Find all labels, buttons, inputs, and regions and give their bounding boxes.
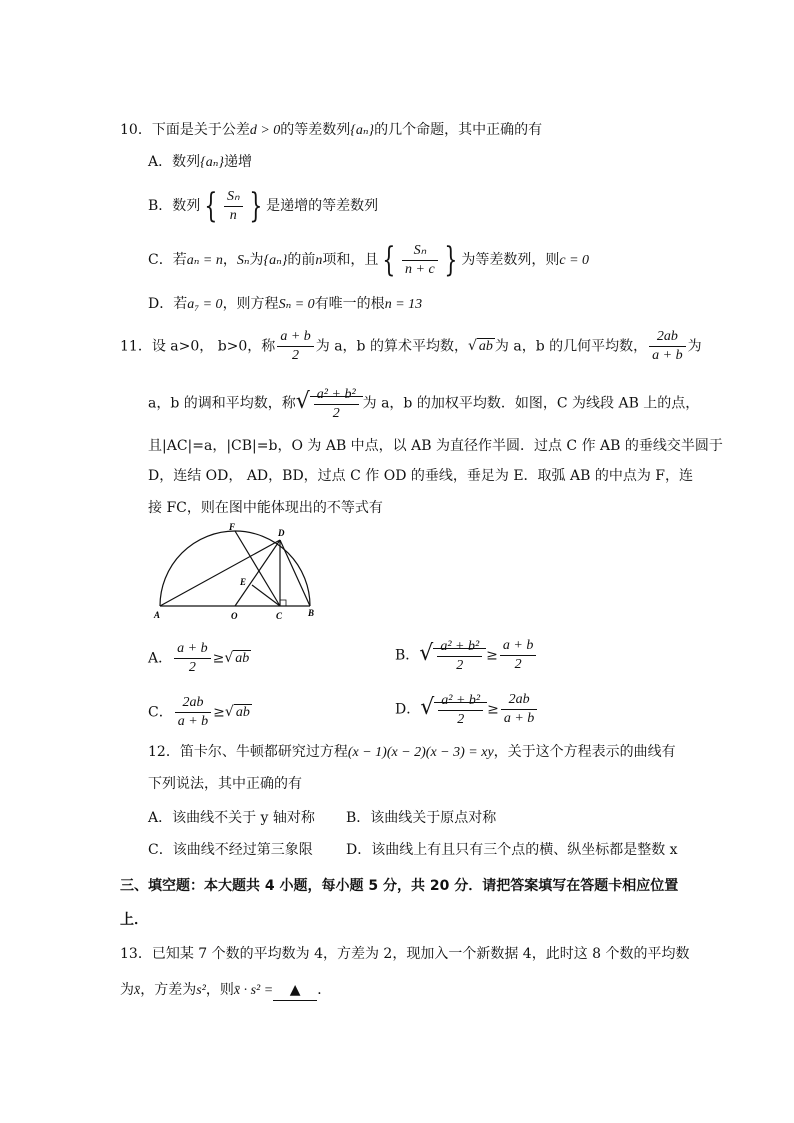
section-3-heading: 三、填空题：本大题共 4 小题，每小题 5 分，共 20 分．请把答案填写在答题卡相应位置: [120, 878, 679, 894]
point-label-f: F: [229, 522, 236, 532]
q10-option-d: D．若a₇ = 0，则方程Sₙ = 0有唯一的根n = 13: [148, 296, 423, 312]
q12-option-b: B．该曲线关于原点对称: [346, 810, 497, 826]
q10-stem: 10．下面是关于公差d > 0的等差数列{aₙ}的几个命题，其中正确的有: [120, 122, 543, 138]
point-label-o: O: [231, 611, 238, 621]
q11-line-4: D，连结 OD， AD，BD，过点 C 作 OD 的垂线，垂足为 E．取弧 AB 的中点为 F，连: [148, 468, 694, 484]
fraction: $\frac{\text{Sₙ}}{n + c}$: [402, 242, 438, 279]
point-label-e: E: [240, 577, 247, 587]
q12-line-2: 下列说法，其中正确的有: [148, 776, 302, 792]
q11-line-3: 且|AC|=a，|CB|=b，O 为 AB 中点，以 AB 为直径作半圆．过点 C 作 AB 的垂线交半圆于: [148, 438, 723, 454]
point-label-c: C: [276, 611, 283, 621]
q12-option-a: A．该曲线不关于 y 轴对称: [148, 810, 315, 826]
q11-line-5: 接 FC，则在图中能体现出的不等式有: [148, 500, 383, 516]
fraction: $\frac{\text{Sₙ}}{n}$: [224, 188, 243, 225]
q13-line-2: 为x̄，方差为s²，则x̄ · s² = ▲ ．: [120, 980, 331, 1001]
q10-option-a: A．数列{aₙ}递增: [148, 154, 252, 170]
point-label-a: A: [154, 610, 161, 620]
q12-option-d: D．该曲线上有且只有三个点的横、纵坐标都是整数 x: [346, 842, 678, 858]
q11-line-1: 11．设 a>0， b>0，称 $\frac{a + b}{2}$ 为 a，b 的算术平均数，√ ab 为 a，b 的几何平均数， $\frac{2ab}{a + b}$ 为: [120, 329, 702, 363]
q11-option-d: D．√ $\frac{\text{a² + b²}}{2}$ ≥ $\frac{2ab}{a + b}$: [395, 686, 539, 733]
q12-option-c: C．该曲线不经过第三象限: [148, 842, 313, 858]
q10-option-c: C．若aₙ = n，Sₙ为{aₙ}的前n项和，且 { $\frac{\text{Sₙ}}{n + c}$ } 为等差数列，则c = 0: [148, 240, 590, 280]
point-label-b: B: [308, 608, 315, 618]
q10-option-b: B．数列 { $\frac{\text{Sₙ}}{n}$ } 是递增的等差数列: [148, 186, 379, 226]
q13-line-1: 13．已知某 7 个数的平均数为 4，方差为 2，现加入一个新数据 4，此时这 8 个数的平均数: [120, 946, 690, 962]
point-label-d: D: [278, 528, 285, 538]
semicircle-figure: [150, 522, 320, 622]
answer-blank[interactable]: ▲: [273, 980, 317, 1001]
q11-option-b: B．√ $\frac{\text{a² + b²}}{2}$ ≥ $\frac{a + b}{2}$: [395, 632, 538, 679]
section-3-heading-cont: 上．: [120, 912, 148, 928]
q11-option-c: C． $\frac{2ab}{a + b}$ ≥√ ab: [148, 695, 250, 729]
q12-line-1: 12．笛卡尔、牛顿都研究过方程(x − 1)(x − 2)(x − 3) = xy，关于这个方程表示的曲线有: [148, 744, 676, 760]
q11-line-2: a，b 的调和平均数，称√ $\frac{\text{a² + b²}}{2}$ 为 a，b 的加权平均数．如图，C 为线段 AB 上的点，: [148, 387, 700, 422]
q11-option-a: A． $\frac{a + b}{2}$ ≥√ ab: [148, 641, 250, 675]
